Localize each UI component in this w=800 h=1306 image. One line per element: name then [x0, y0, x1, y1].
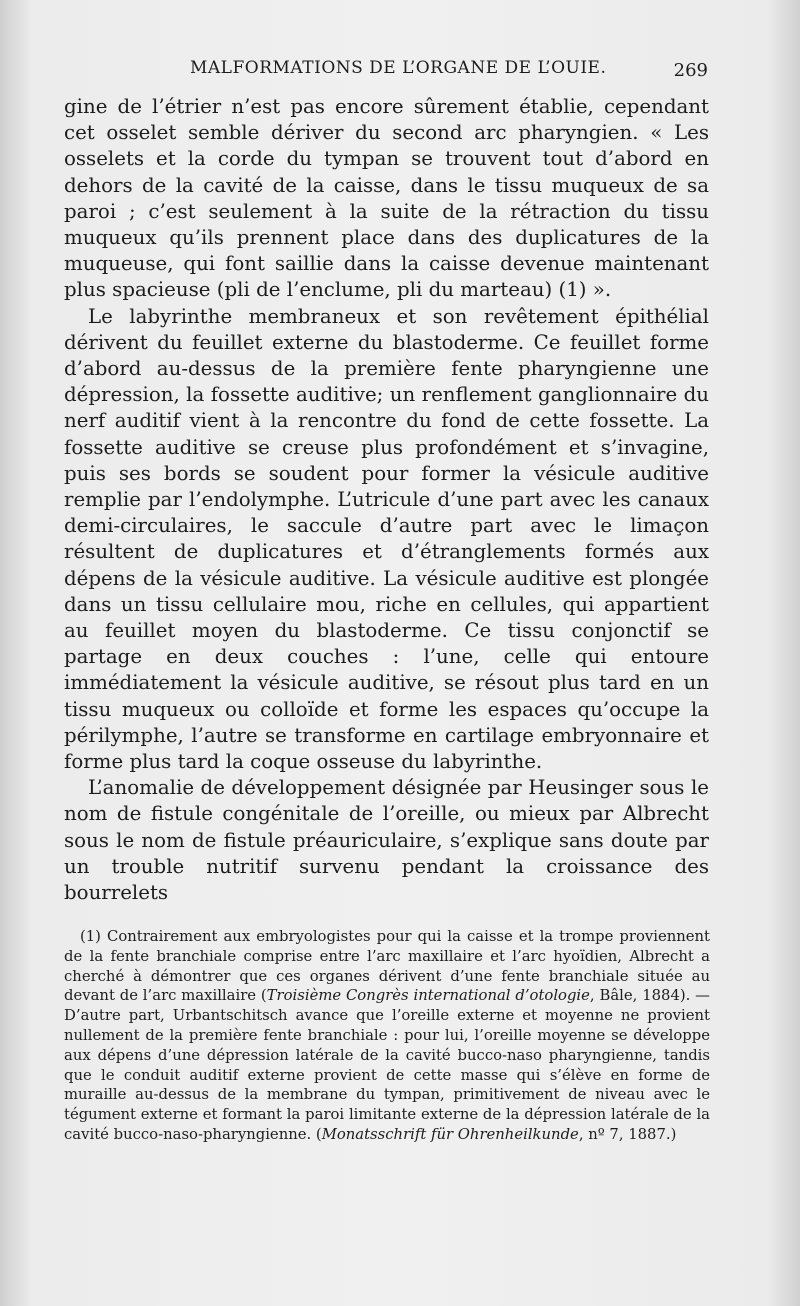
paragraph-3: L’anomalie de développement désignée par Heusinger sous le nom de fistule congénitale de l’oreille, ou mieux par Albrecht sous le nom de fistule préauriculaire, s’explique sans doute par un trouble nutritif survenu pendant la croissance des bourrelets — [64, 776, 709, 905]
paragraph-2: Le labyrinthe membraneux et son revêtement épithélial dérivent du feuillet externe du blastoderme. Ce feuillet forme d’abord au-dessus de la première fente pharyngienne une dépression, la fossette auditive; un renflement ganglionnaire du nerf auditif vient à la rencontre du fond de cette fossette. La fossette auditive se creuse plus profondément et s’invagine, puis ses bords se soudent pour former la vésicule auditive remplie par l’endolymphe. L’utricule d’une part avec les canaux demi-circulaires, le saccule d’autre part avec le limaçon résultent de duplicatures et d’étranglements formés aux dépens de la vésicule auditive. La vésicule auditive est plongée dans un tissu cellulaire mou, riche en cellules, qui appartient au feuillet moyen du blastoderme. Ce tissu conjonctif se partage en deux couches : l’une, celle qui entoure immédiatement la vésicule auditive, se résout plus tard en un tissu muqueux ou colloïde et forme les espaces qu’occupe la périlymphe, l’autre se transforme en cartilage embryonnaire et forme plus tard la coque osseuse du labyrinthe. — [64, 304, 709, 774]
footnote — [64, 927, 710, 1145]
running-head: MALFORMATIONS DE L’ORGANE DE L’OUIE. — [190, 58, 607, 78]
footnote-text-1: (1) Contrairement aux embryologistes pour qui la caisse et la trompe proviennent de la fente branchiale comprise entre l’arc maxillaire et l’arc hyoïdien, Albrecht a cherché à démontrer que ces organes dérivent d’une fente branchiale située au devant de l’arc maxillaire ( — [64, 928, 710, 1005]
footnote-text-3: , nº 7, 1887.) — [578, 1125, 677, 1143]
page-number: 269 — [673, 60, 708, 81]
footnote-1 — [64, 927, 710, 1145]
footnote-citation-1: Troisième Congrès international d’otologie — [266, 987, 590, 1005]
paragraph-1: gine de l’étrier n’est pas encore sûrement établie, cependant cet osselet semble dériver du second arc pharyngien. « Les osselets et la corde du tympan se trouvent tout d’abord en dehors de la cavité de la caisse, dans le tissu muqueux de sa paroi ; c’est seulement à la suite de la rétraction du tissu muqueux qu’ils prennent place dans des duplicatures de la muqueuse, qui font saillie dans la caisse devenue maintenant plus spacieuse (pli de l’enclume, pli du marteau) (1) ». — [64, 95, 709, 302]
footnote-text-2: , Bâle, 1884). — D’autre part, Urbantschitsch avance que l’oreille externe et moyenne ne provient nullement de la première fente branchiale : pour lui, l’oreille moyenne se développe aux dépens d’une dépression latérale de la cavité bucco-naso pharyngienne, tandis que le conduit auditif externe provient de cette masse qui s’élève en forme de muraille au-dessus de la membrane du tympan, primitivement de niveau avec le tégument externe et formant la paroi limitante externe de la dépression latérale de la cavité bucco-naso-pharyngienne. ( — [64, 987, 710, 1143]
footnote-citation-2: Monatsschrift für Ohrenheilkunde — [321, 1125, 579, 1143]
main-text — [64, 94, 709, 906]
page-header — [0, 58, 800, 88]
